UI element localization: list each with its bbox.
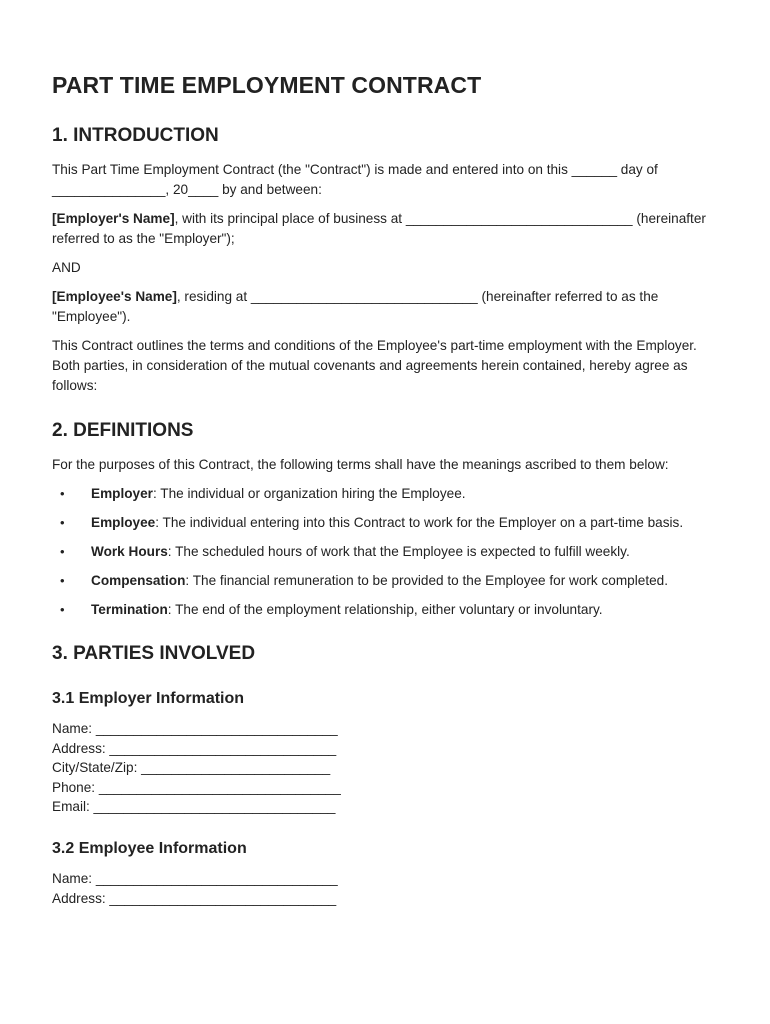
- document-title: PART TIME EMPLOYMENT CONTRACT: [52, 72, 482, 98]
- definitions-list: [52, 484, 722, 620]
- definition-term: Employer: [91, 486, 153, 501]
- definition-term: Work Hours: [91, 544, 168, 559]
- employer-paragraph-text: , with its principal place of business at ______________________________ (hereinafter referred to as the "Employer");: [52, 211, 706, 246]
- definition-term: Termination: [91, 602, 168, 617]
- employee-name-field: Name: ________________________________: [52, 870, 338, 886]
- section-heading-introduction: 1. INTRODUCTION: [52, 125, 219, 146]
- employee-paragraph: [52, 287, 722, 327]
- list-item: [52, 513, 722, 533]
- employer-name-placeholder: [Employer's Name]: [52, 211, 175, 226]
- employee-paragraph-text: , residing at ______________________________ (hereinafter referred to as the "Employee").: [52, 289, 659, 324]
- intro-paragraph: This Part Time Employment Contract (the "Contract") is made and entered into on this ______ day of _______________, 20____ by and between:: [52, 162, 658, 197]
- document-page: [52, 70, 722, 908]
- definition-text: : The individual or organization hiring the Employee.: [152, 486, 466, 501]
- subsection-heading-employer-info: 3.1 Employer Information: [52, 690, 245, 707]
- employer-info-fields: [52, 719, 722, 817]
- employer-name-field: Name: ________________________________: [52, 721, 338, 736]
- definition-term: Compensation: [91, 573, 186, 588]
- list-item: [52, 571, 722, 591]
- list-item: [52, 542, 722, 562]
- definition-text: : The individual entering into this Contract to work for the Employer on a part-time basis.: [155, 515, 684, 530]
- section-heading-parties: 3. PARTIES INVOLVED: [52, 643, 256, 664]
- definition-text: : The financial remuneration to be provided to the Employee for work completed.: [185, 573, 668, 588]
- list-item: [52, 600, 722, 620]
- list-item: [52, 484, 722, 504]
- employee-address-field: Address: ______________________________: [52, 890, 337, 906]
- section-heading-definitions: 2. DEFINITIONS: [52, 420, 194, 441]
- employer-phone-field: Phone: ________________________________: [52, 779, 341, 795]
- bullet-icon: •: [60, 544, 65, 559]
- employer-city-state-zip-field: City/State/Zip: _________________________: [52, 760, 331, 776]
- bullet-icon: •: [60, 515, 65, 530]
- definition-term: Employee: [91, 515, 156, 530]
- outline-paragraph: This Contract outlines the terms and conditions of the Employee's part-time employment with the Employer. Both parties, in consideration of the mutual covenants and agreements herein contained, hereby agree as follows:: [52, 338, 697, 393]
- definitions-intro: For the purposes of this Contract, the following terms shall have the meanings ascribed to them below:: [52, 457, 669, 472]
- and-separator: AND: [52, 260, 81, 275]
- employer-address-field: Address: ______________________________: [52, 740, 337, 756]
- bullet-icon: •: [60, 573, 65, 588]
- employer-paragraph: [52, 209, 722, 249]
- definition-text: : The end of the employment relationship, either voluntary or involuntary.: [167, 602, 603, 617]
- bullet-icon: •: [60, 602, 65, 617]
- employer-email-field: Email: ________________________________: [52, 799, 336, 815]
- bullet-icon: •: [60, 486, 65, 501]
- subsection-heading-employee-info: 3.2 Employee Information: [52, 839, 247, 857]
- employee-name-placeholder: [Employee's Name]: [52, 289, 177, 304]
- employee-info-fields: [52, 869, 722, 908]
- definition-text: : The scheduled hours of work that the Employee is expected to fulfill weekly.: [167, 544, 630, 559]
